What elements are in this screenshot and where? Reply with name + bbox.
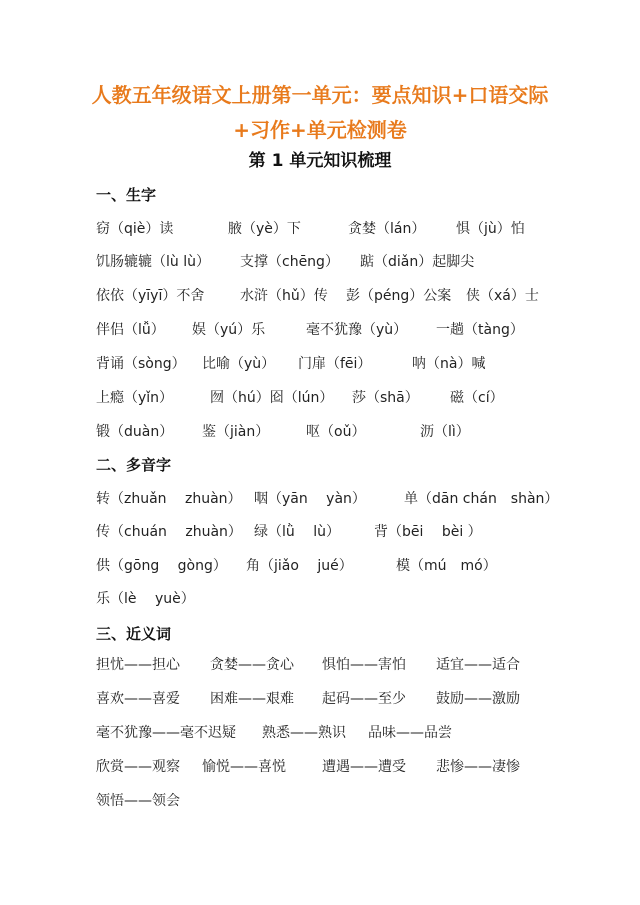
duoyinzi-row: [0, 554, 640, 578]
shengzi-entry: 贪婪（lán）: [348, 221, 426, 237]
jinyici-entry: 毫不犹豫——毫不迟疑: [96, 725, 236, 741]
duoyinzi-row: [0, 487, 640, 511]
shengzi-entry: 呕（oǔ）: [306, 424, 366, 440]
shengzi-row: [0, 217, 640, 241]
shengzi-entry: 一趟（tàng）: [436, 322, 524, 338]
shengzi-entry: 上瘾（yǐn）: [96, 390, 174, 406]
shengzi-entry: 门扉（fēi）: [298, 356, 372, 372]
duoyinzi-entry: 转（zhuǎn zhuàn）: [96, 491, 242, 507]
shengzi-entry: 惧（jù）怕: [456, 221, 525, 237]
jinyici-entry: 起码——至少: [322, 691, 406, 707]
duoyinzi-entry: 传（chuán zhuàn）: [96, 524, 242, 540]
jinyici-row: [0, 755, 640, 779]
shengzi-entry: 窃（qiè）读: [96, 221, 174, 237]
shengzi-entry: 磁（cí）: [450, 390, 504, 406]
shengzi-entry: 腋（yè）下: [228, 221, 301, 237]
jinyici-row: [0, 789, 640, 813]
shengzi-row: [0, 420, 640, 444]
duoyinzi-row: [0, 520, 640, 544]
shengzi-row: [0, 352, 640, 376]
shengzi-entry: 伴侣（lǚ）: [96, 322, 165, 338]
shengzi-entry: 彭（péng）公案: [346, 288, 452, 304]
jinyici-entry: 愉悦——喜悦: [202, 759, 286, 775]
jinyici-entry: 惧怕——害怕: [322, 657, 406, 673]
jinyici-row: [0, 721, 640, 745]
shengzi-row: [0, 386, 640, 410]
duoyinzi-entry: 模（mú mó）: [396, 558, 497, 574]
section-heading-jinyici: 三、近义词: [96, 625, 172, 643]
jinyici-row: [0, 653, 640, 677]
shengzi-entry: 毫不犹豫（yù）: [306, 322, 408, 338]
jinyici-entry: 鼓励——激励: [436, 691, 520, 707]
duoyinzi-entry: 背（bēi bèi ）: [374, 524, 482, 540]
jinyici-entry: 遭遇——遭受: [322, 759, 406, 775]
shengzi-entry: 侠（xá）士: [466, 288, 539, 304]
jinyici-entry: 担忧——担心: [96, 657, 180, 673]
duoyinzi-entry: 乐（lè yuè）: [96, 591, 195, 607]
jinyici-entry: 悲惨——凄惨: [436, 759, 520, 775]
duoyinzi-entry: 角（jiǎo jué）: [246, 558, 353, 574]
shengzi-entry: 支撑（chēng）: [240, 254, 339, 270]
shengzi-entry: 踮（diǎn）起脚尖: [360, 254, 475, 270]
shengzi-entry: 水浒（hǔ）传: [240, 288, 328, 304]
section-heading-shengzi: 一、生字: [96, 186, 157, 204]
shengzi-row: [0, 318, 640, 342]
document-title-line1: 人教五年级语文上册第一单元：要点知识+口语交际: [91, 83, 549, 107]
duoyinzi-entry: 单（dān chán shàn）: [404, 491, 559, 507]
shengzi-entry: 莎（shā）: [352, 390, 419, 406]
document-title-line2: +习作+单元检测卷: [233, 118, 407, 142]
jinyici-entry: 贪婪——贪心: [210, 657, 294, 673]
unit-subtitle: 第 1 单元知识梳理: [248, 151, 392, 171]
jinyici-entry: 困难——艰难: [210, 691, 294, 707]
jinyici-row: [0, 687, 640, 711]
jinyici-entry: 适宜——适合: [436, 657, 520, 673]
duoyinzi-entry: 咽（yān yàn）: [254, 491, 366, 507]
shengzi-entry: 背诵（sòng）: [96, 356, 186, 372]
shengzi-entry: 娱（yú）乐: [192, 322, 266, 338]
duoyinzi-entry: 供（gōng gòng）: [96, 558, 227, 574]
shengzi-entry: 呐（nà）喊: [412, 356, 486, 372]
shengzi-entry: 沥（lì）: [420, 424, 470, 440]
jinyici-entry: 喜欢——喜爱: [96, 691, 180, 707]
shengzi-row: [0, 250, 640, 274]
shengzi-entry: 依依（yīyī）不舍: [96, 288, 205, 304]
section-heading-duoyinzi: 二、多音字: [96, 456, 172, 474]
shengzi-entry: 囫（hú）囵（lún）: [210, 390, 334, 406]
jinyici-entry: 熟悉——熟识: [262, 725, 346, 741]
shengzi-entry: 鉴（jiàn）: [202, 424, 270, 440]
jinyici-entry: 品味——品尝: [368, 725, 452, 741]
shengzi-entry: 比喻（yù）: [202, 356, 276, 372]
shengzi-row: [0, 284, 640, 308]
shengzi-entry: 锻（duàn）: [96, 424, 174, 440]
jinyici-entry: 领悟——领会: [96, 793, 180, 809]
duoyinzi-entry: 绿（lǜ lù）: [254, 524, 340, 540]
shengzi-entry: 饥肠辘辘（lù lù）: [96, 254, 210, 270]
duoyinzi-row: [0, 587, 640, 611]
jinyici-entry: 欣赏——观察: [96, 759, 180, 775]
